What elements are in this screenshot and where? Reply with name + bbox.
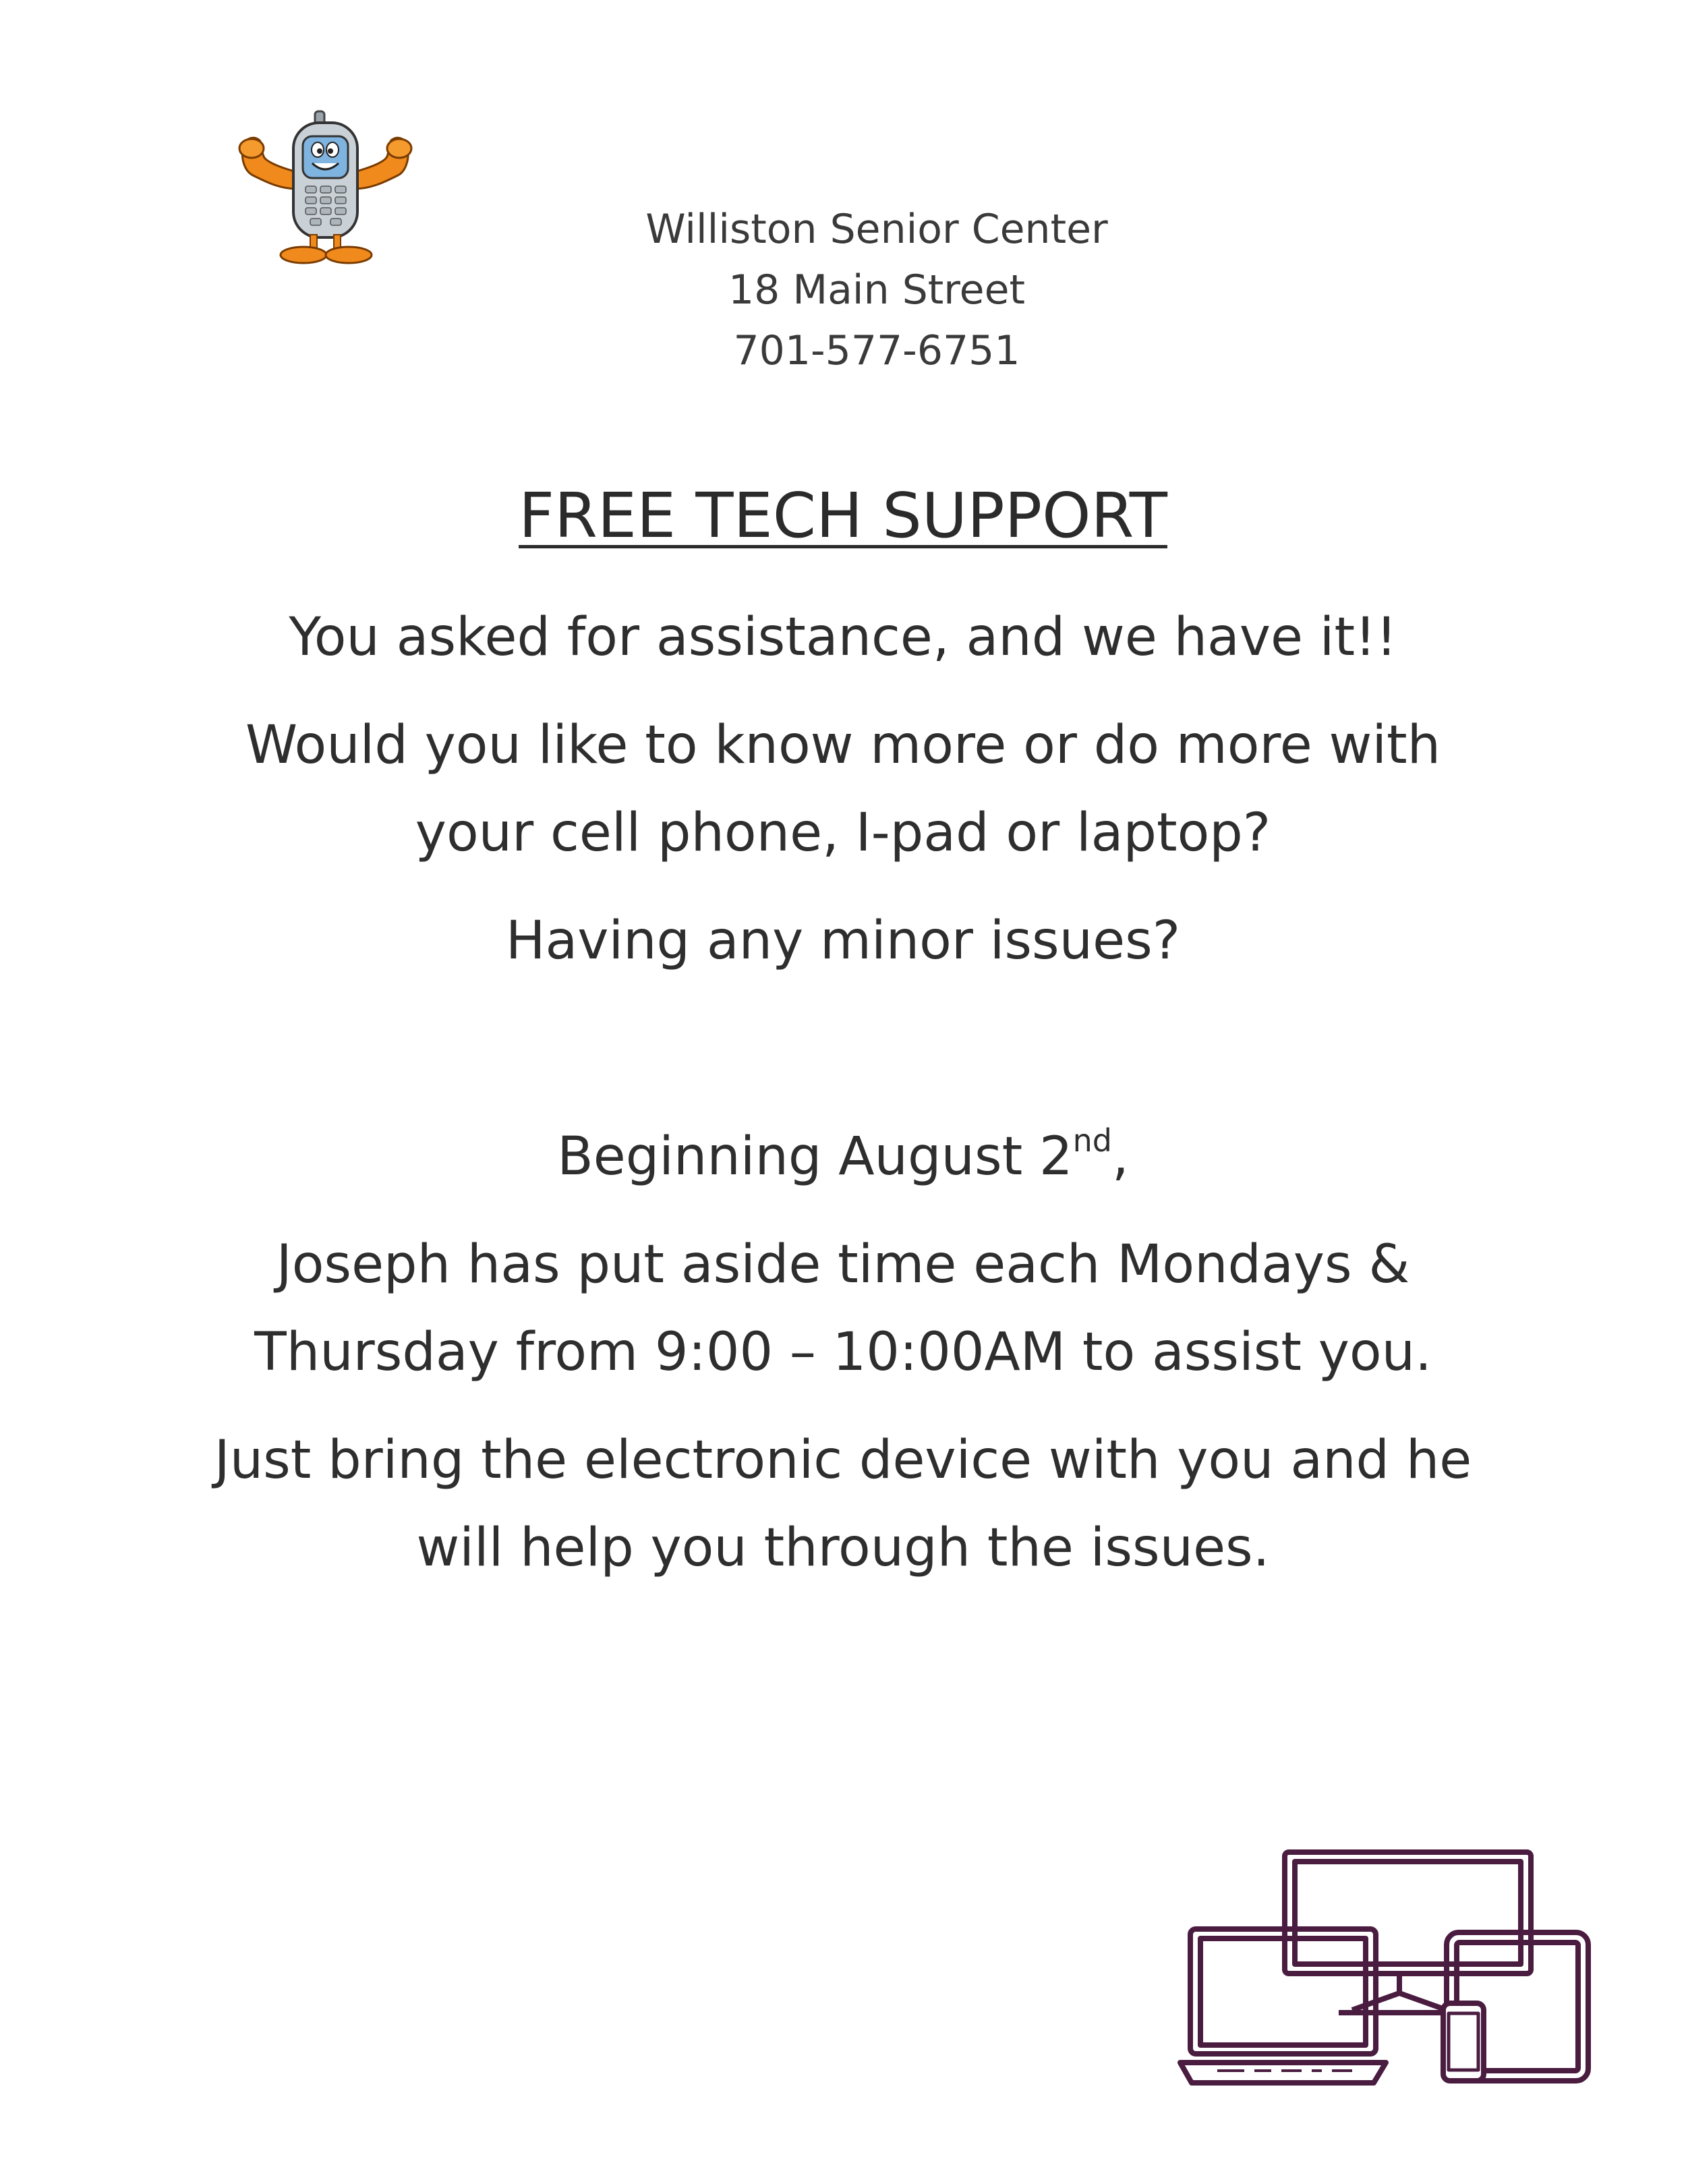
start-date-comma: , <box>1111 1126 1129 1187</box>
instructions-line-1: Just bring the electronic device with you and he <box>214 1430 1472 1491</box>
schedule-line-2: Thursday from 9:00 – 10:00AM to assist you. <box>254 1322 1432 1383</box>
devices-icon <box>1177 1848 1608 2091</box>
start-date-text: Beginning August 2 <box>557 1126 1073 1187</box>
instructions-line-2: will help you through the issues. <box>416 1518 1270 1578</box>
schedule-line-1: Joseph has put aside time each Mondays & <box>276 1234 1410 1295</box>
ordinal-suffix: nd <box>1072 1122 1112 1159</box>
intro-line: You asked for assistance, and we have it!! <box>289 607 1397 668</box>
issues-question: Having any minor issues? <box>505 911 1181 971</box>
address-block <box>607 199 1146 381</box>
page-title <box>337 476 1349 556</box>
phone-number: 701-577-6751 <box>733 327 1020 374</box>
cell-phone-mascot-icon <box>226 108 422 270</box>
org-name: Williston Senior Center <box>645 206 1108 253</box>
start-date-line <box>169 1113 1517 1201</box>
question-line-2: your cell phone, I-pad or laptop? <box>415 803 1271 863</box>
street-address: 18 Main Street <box>728 266 1026 314</box>
question-line-1: Would you like to know more or do more with <box>245 715 1441 776</box>
title-text: FREE TECH SUPPORT <box>519 480 1167 552</box>
